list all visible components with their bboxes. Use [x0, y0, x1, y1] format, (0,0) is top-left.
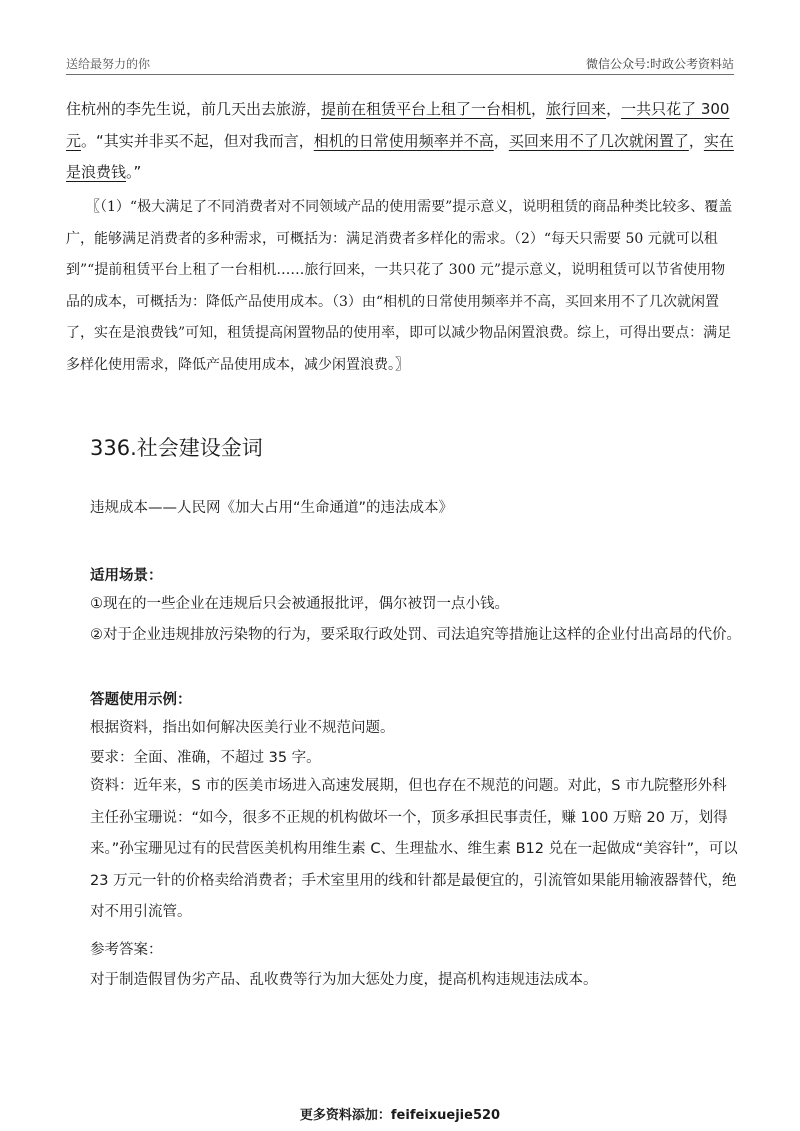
underlined-phrase: 一共只花了 300 元: [66, 100, 730, 150]
underlined-phrase: 实在是浪费钱: [66, 131, 734, 181]
underlined-phrase: 相机的日常使用频率并不高: [313, 131, 494, 150]
material-text: 。”: [126, 163, 142, 181]
material-paragraph: [66, 94, 734, 189]
header-right-text: 微信公众号:时政公考资料站: [585, 57, 734, 71]
material-text: ，: [531, 100, 547, 118]
source-line: 违规成本——人民网《加大占用“生命通道”的违法成本》: [90, 500, 454, 516]
material-text: ，: [606, 100, 622, 118]
scenarios-label: 适用场景：: [90, 568, 163, 584]
scenario-item: ②对于企业违规排放污染物的行为，要采取行政处罚、司法追究等措施让这样的企业付出高昂的代价。: [90, 627, 741, 643]
answer-label: 参考答案：: [90, 942, 163, 958]
material-text: 住杭州的李先生说，前几天出去旅游，: [66, 100, 322, 118]
material-excerpt: 资料：近年来，S 市的医美市场进入高速发展期，但也存在不规范的问题。对此，S 市九院整形外科主任孙宝珊说：“如今，很多不正规的机构做坏一个，顶多承担民事责任，赚 100 万赔 20 万，划得来。”孙宝珊见过有的民营医美机构用维生素 C、生理盐水、维生素 B12 兑在一起做成“美容针”，可以 23 万元一针的价格卖给消费者；手术室里用的线和针都是最便宜的，引流管如果能用输液器替代，绝对不用引流管。: [90, 778, 738, 920]
material-text: 。“其实并非买不起，但对我而言，: [81, 131, 314, 150]
section-title: 336.社会建设金词: [90, 436, 263, 460]
requirement-text: 要求：全面、准确，不超过 35 字。: [90, 750, 321, 766]
page-header: [66, 52, 734, 75]
material-text: ，: [493, 131, 509, 150]
underlined-phrase: 旅行回来: [546, 100, 607, 118]
example-label: 答题使用示例：: [90, 692, 192, 708]
answer-text: 对于制造假冒伪劣产品、乱收费等行为加大惩处力度，提高机构违规违法成本。: [90, 972, 598, 988]
scenario-item: ①现在的一些企业在违规后只会被通报批评，偶尔被罚一点小钱。: [90, 596, 509, 612]
underlined-phrase: 买回来用不了几次就闲置了: [508, 131, 689, 150]
analysis-paragraph: 〖（1）“极大满足了不同消费者对不同领域产品的使用需要”提示意义，说明租赁的商品种类比较多、覆盖广，能够满足消费者的多种需求，可概括为：满足消费者多样化的需求。（2）“每天只需要 50 元就可以租到”“提前租赁平台上租了一台相机……旅行回来，一共只花了 300 元”提示意义，说明租赁可以节省使用物品的成本，可概括为：降低产品使用成本。（3）由“相机的日常使用频率并不高，买回来用不了几次就闲置了，实在是浪费钱”可知，租赁提高闲置物品的使用率，即可以减少物品闲置浪费。综上，可得出要点：满足多样化使用需求，降低产品使用成本，减少闲置浪费。〗: [66, 199, 733, 373]
header-left-text: 送给最努力的你: [66, 57, 151, 71]
question-text: 根据资料，指出如何解决医美行业不规范问题。: [90, 720, 395, 736]
underlined-phrase: 提前在租赁平台上租了一台相机: [321, 100, 532, 118]
material-text: ，: [688, 131, 704, 150]
footer-contact: 更多资料添加：feifeixuejie520: [299, 1108, 501, 1123]
